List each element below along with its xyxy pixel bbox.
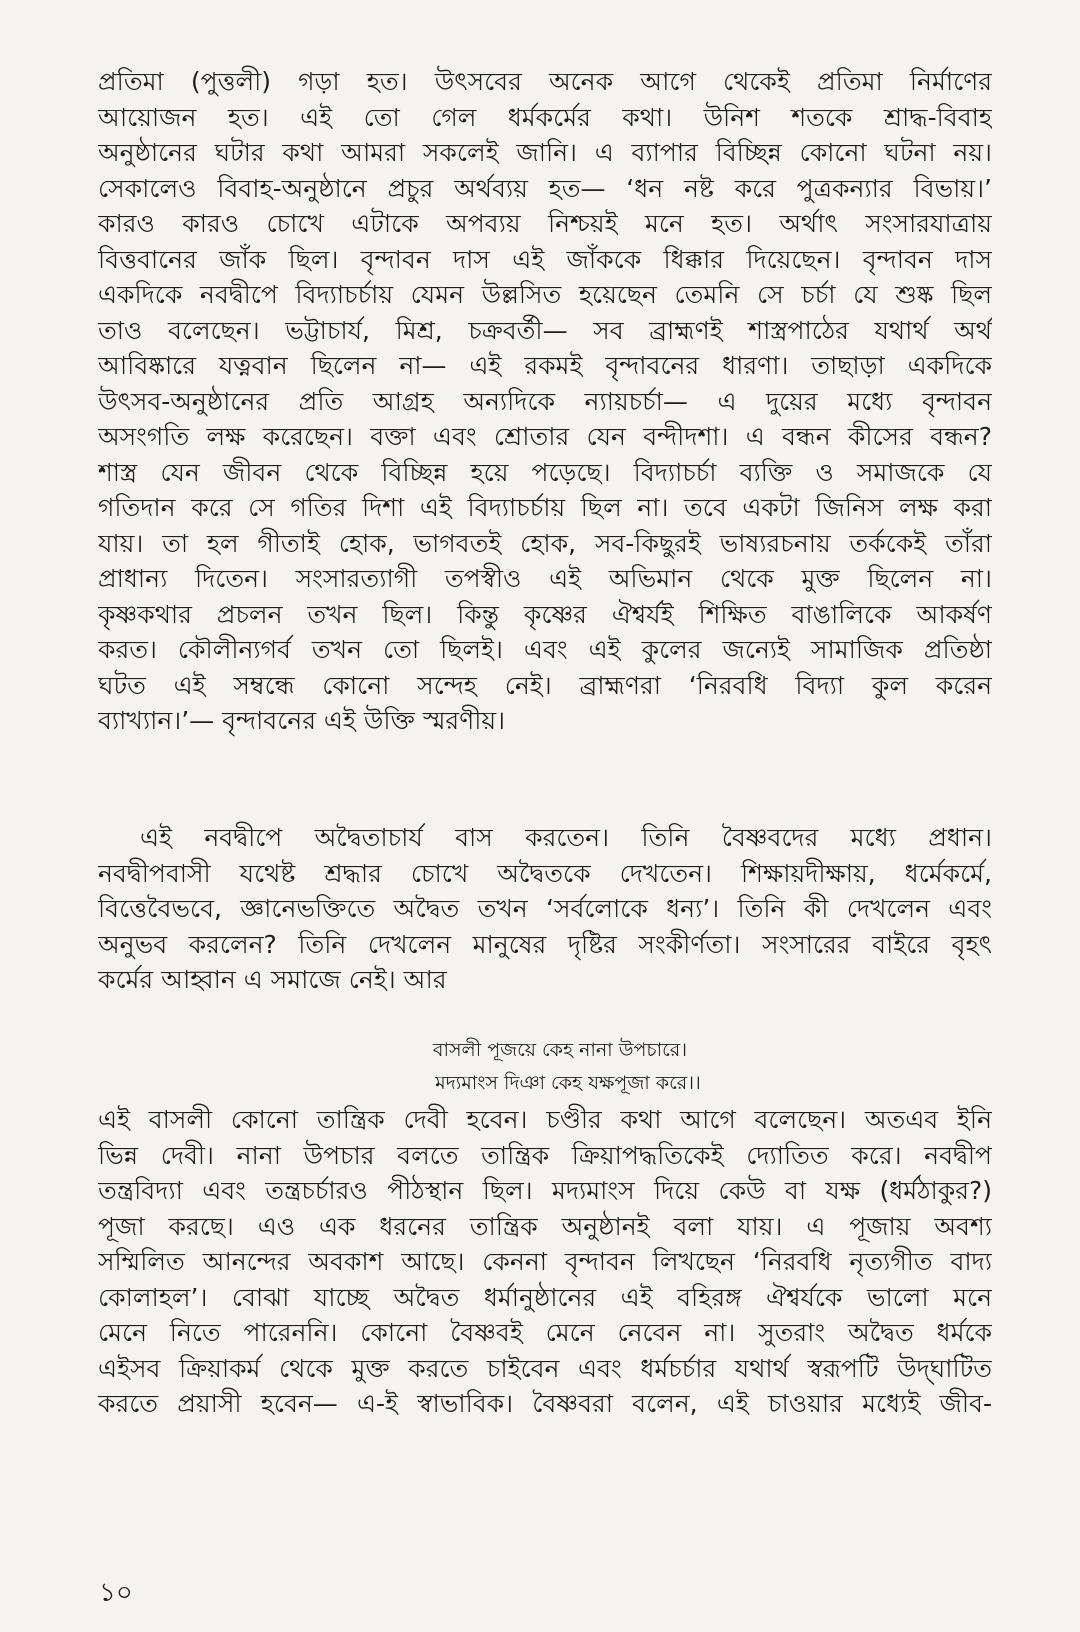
text-line: ঘটত এই সম্বন্ধে কোনো সন্দেহ নেই। ব্রাহ্মণরা ‘নিরবধি বিদ্যা কুল করেন [98,670,992,700]
text-line: অনুষ্ঠানের ঘটার কথা আমরা সকলেই জানি। এ ব্যাপার বিচ্ছিন্ন কোনো ঘটনা নয়। [98,138,992,167]
text-line: শাস্ত্র যেন জীবন থেকে বিচ্ছিন্ন হয়ে পড়েছে। বিদ্যাচর্চা ব্যক্তি ও সমাজকে যে [98,457,992,487]
text-line: কর্মের আহ্বান এ সমাজে নেই। আর [98,965,447,994]
text-line: ভিন্ন দেবী। নানা উপচার বলতে তান্ত্রিক ক্রিয়াপদ্ধতিকেই দ্যোতিত করে। নবদ্বীপ [98,1140,992,1170]
text-line: তন্ত্রবিদ্যা এবং তন্ত্রচর্চারও পীঠস্থান ছিল। মদ্যমাংস দিয়ে কেউ বা যক্ষ (ধর্মঠাকুর?) [98,1176,992,1205]
text-line: উৎসব-অনুষ্ঠানের প্রতি আগ্রহ অন্যদিকে ন্যায়চর্চা— এ দুয়ের মধ্যে বৃন্দাবন [98,386,992,416]
text-line: ব্যাখ্যান।’— বৃন্দাবনের এই উক্তি স্মরণীয়। [98,706,506,735]
page-number: ১০ [99,1578,133,1608]
text-line: বিত্তবানের জাঁক ছিল। বৃন্দাবন দাস এই জাঁককে ধিক্কার দিয়েছেন। বৃন্দাবন দাস [98,244,992,274]
text-line: সম্মিলিত আনন্দের অবকাশ আছে। কেননা বৃন্দাবন লিখছেন ‘নিরবধি নৃত্যগীত বাদ্য [98,1247,992,1276]
text-line: যায়। তা হল গীতাই হোক, ভাগবতই হোক, সব-কিছুরই ভাষ্যরচনায় তর্ককেই তাঁরা [98,528,992,558]
verse-line-2: মদ্যমাংস দিঞা কেহ যক্ষপূজা করে।। [435,1072,701,1094]
text-line: করত। কৌলীন্যগর্ব তখন তো ছিলই। এবং এই কুলের জন্যেই সামাজিক প্রতিষ্ঠা [98,635,992,664]
paragraph-3 [98,1102,992,1422]
text-line: করতে প্রয়াসী হবেন— এ-ই স্বাভাবিক। বৈষ্ণবরা বলেন, এই চাওয়ার মধ্যেই জীব- [98,1389,992,1418]
text-line: এই বাসলী কোনো তান্ত্রিক দেবী হবেন। চণ্ডীর কথা আগে বলেছেন। অতএব ইনি [98,1105,992,1134]
text-line: পূজা করছে। এও এক ধরনের তান্ত্রিক অনুষ্ঠানই বলা যায়। এ পূজায় অবশ্য [98,1211,992,1241]
text-line: কৃষ্ণকথার প্রচলন তখন ছিল। কিন্তু কৃষ্ণের ঐশ্বর্যই শিক্ষিত বাঙালিকে আকর্ষণ [98,599,992,629]
paragraph-1 [98,64,992,739]
text-line: এই নবদ্বীপে অদ্বৈতাচার্য বাস করতেন। তিনি বৈষ্ণবদের মধ্যে প্রধান। [140,823,992,852]
text-line: কারও কারও চোখে এটাকে অপব্যয় নিশ্চয়ই মনে হত। অর্থাৎ সংসারযাত্রায় [98,209,992,238]
text-line: আবিষ্কারে যত্নবান ছিলেন না— এই রকমই বৃন্দাবনের ধারণা। তাছাড়া একদিকে [98,351,992,380]
text-line: আয়োজন হত। এই তো গেল ধর্মকর্মের কথা। উনিশ শতকে শ্রাদ্ধ-বিবাহ [98,102,992,132]
text-line: গতিদান করে সে গতির দিশা এই বিদ্যাচর্চায় ছিল না। তবে একটা জিনিস লক্ষ করা [98,493,992,522]
text-line: প্রতিমা (পুত্তলী) গড়া হত। উৎসবের অনেক আগে থেকেই প্রতিমা নির্মাণের [98,67,992,96]
text-line: মেনে নিতে পারেননি। কোনো বৈষ্ণবই মেনে নেবেন না। সুতরাং অদ্বৈত ধর্মকে [98,1318,992,1347]
paragraph-2 [98,820,992,998]
text-line: প্রাধান্য দিতেন। সংসারত্যাগী তপস্বীও এই অভিমান থেকে মুক্ত ছিলেন না। [98,564,992,593]
text-line: তাও বলেছেন। ভট্টাচার্য, মিশ্র, চক্রবর্তী— সব ব্রাহ্মণই শাস্ত্রপাঠের যথার্থ অর্থ [98,315,992,345]
text-line: সেকালেও বিবাহ-অনুষ্ঠানে প্রচুর অর্থব্যয় হত— ‘ধন নষ্ট করে পুত্রকন্যার বিভায়।’ [98,173,992,203]
text-line: এইসব ক্রিয়াকর্ম থেকে মুক্ত করতে চাইবেন এবং ধর্মচর্চার যথার্থ স্বরূপটি উদ্‌ঘাটিত [98,1353,992,1383]
text-line: বিত্তেবৈভবে, জ্ঞানেভক্তিতে অদ্বৈত তখন ‘সর্বলোকে ধন্য’। তিনি কী দেখলেন এবং [98,894,992,923]
text-line: কোলাহল’। বোঝা যাচ্ছে অদ্বৈত ধর্মানুষ্ঠানের এই বহিরঙ্গ ঐশ্বর্যকে ভালো মনে [98,1282,992,1312]
verse-line-1: বাসলী পূজয়ে কেহ নানা উপচারে। [432,1039,688,1061]
text-line: অনুভব করলেন? তিনি দেখলেন মানুষের দৃষ্টির সংকীর্ণতা। সংসারের বাইরে বৃহৎ [98,929,992,959]
text-line: অসংগতি লক্ষ করেছেন। বক্তা এবং শ্রোতার যেন বন্দীদশা। এ বন্ধন কীসের বন্ধন? [98,422,992,451]
text-line: নবদ্বীপবাসী যথেষ্ট শ্রদ্ধার চোখে অদ্বৈতকে দেখতেন। শিক্ষায়দীক্ষায়, ধর্মেকর্মে, [98,858,992,888]
text-line: একদিকে নবদ্বীপে বিদ্যাচর্চায় যেমন উল্লসিত হয়েছেন তেমনি সে চর্চা যে শুষ্ক ছিল [98,280,992,309]
